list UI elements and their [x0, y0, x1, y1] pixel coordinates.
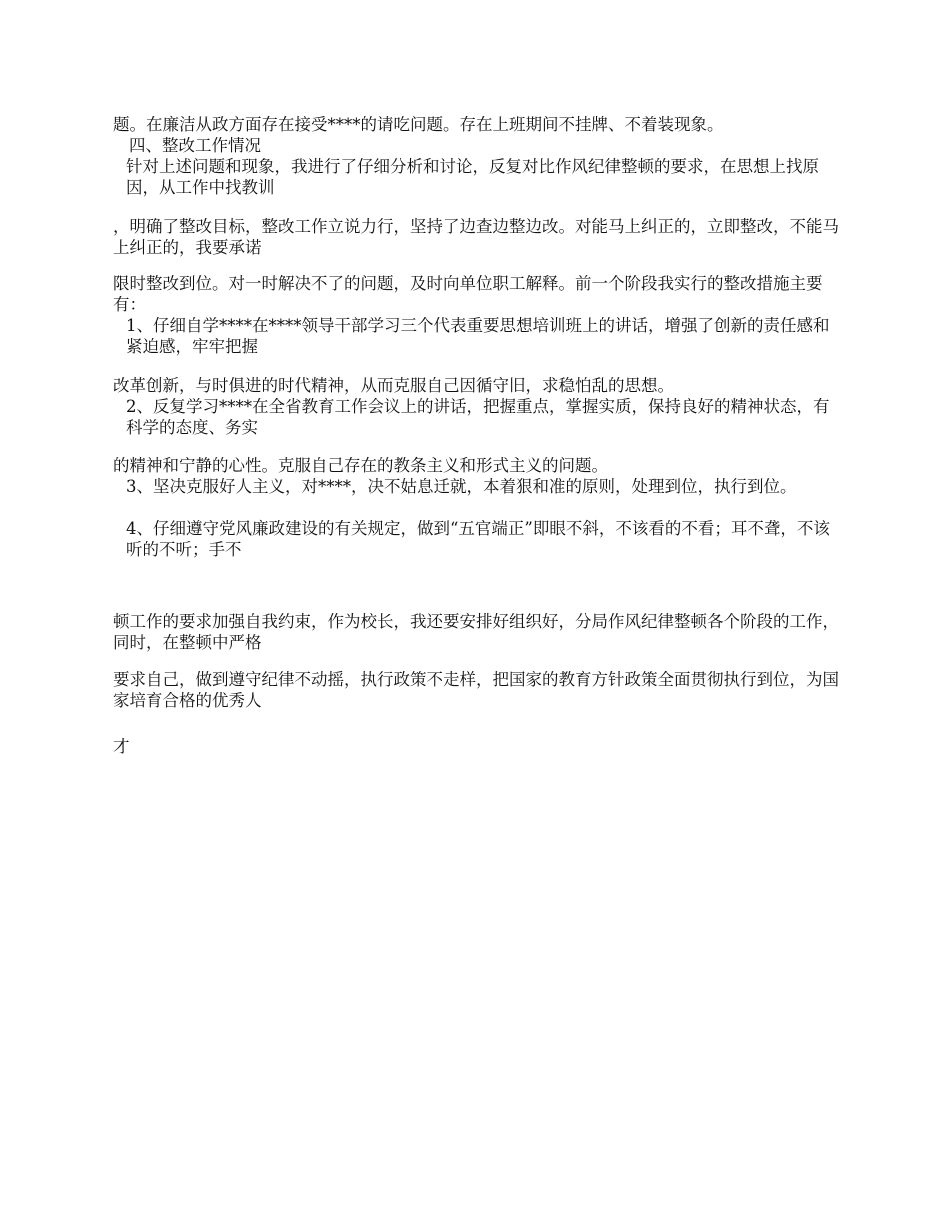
paragraph-4: 限时整改到位。对一时解决不了的问题，及时向单位职工解释。前一个阶段我实行的整改措施主要有： — [113, 274, 823, 314]
measure-item-3: 3、坚决克服好人主义，对****，决不姑息迁就，本着狠和准的原则，处理到位，执行到位。 — [126, 477, 797, 496]
measure-item-4: 4、仔细遵守党风廉政建设的有关规定，做到“五官端正”即眼不斜，不该看的不看；耳不聋，不该听的不听；手不 — [126, 519, 830, 559]
section-heading-4: 四、整改工作情况 — [129, 136, 261, 155]
paragraph-8: 要求自己，做到遵守纪律不动摇，执行政策不走样，把国家的教育方针政策全面贯彻执行到位，为国家培育合格的优秀人 — [113, 670, 839, 710]
measure-item-2: 2、反复学习****在全省教育工作会议上的讲话，把握重点，掌握实质，保持良好的精神状态，有科学的态度、务实 — [126, 397, 830, 437]
paragraph-9: 才 — [113, 737, 130, 756]
paragraph-7: 顿工作的要求加强自我约束，作为校长，我还要安排好组织好，分局作风纪律整顿各个阶段的工作，同时，在整顿中严格 — [113, 612, 839, 652]
measure-item-1: 1、仔细自学****在****领导干部学习三个代表重要思想培训班上的讲话，增强了创新的责任感和紧迫感，牢牢把握 — [126, 316, 830, 356]
paragraph-3: ，明确了整改目标，整改工作立说力行，坚持了边查边整边改。对能马上纠正的，立即整改，不能马上纠正的，我要承诺 — [113, 217, 839, 257]
paragraph-1: 题。在廉洁从政方面存在接受****的请吃问题。存在上班期间不挂牌、不着装现象。 — [113, 115, 724, 134]
paragraph-5: 改革创新，与时俱进的时代精神，从而克服自己因循守旧，求稳怕乱的思想。 — [113, 376, 674, 395]
paragraph-2: 针对上述问题和现象，我进行了仔细分析和讨论，反复对比作风纪律整顿的要求，在思想上找原因，从工作中找教训 — [126, 157, 819, 197]
paragraph-6: 的精神和宁静的心性。克服自己存在的教条主义和形式主义的问题。 — [113, 456, 608, 475]
